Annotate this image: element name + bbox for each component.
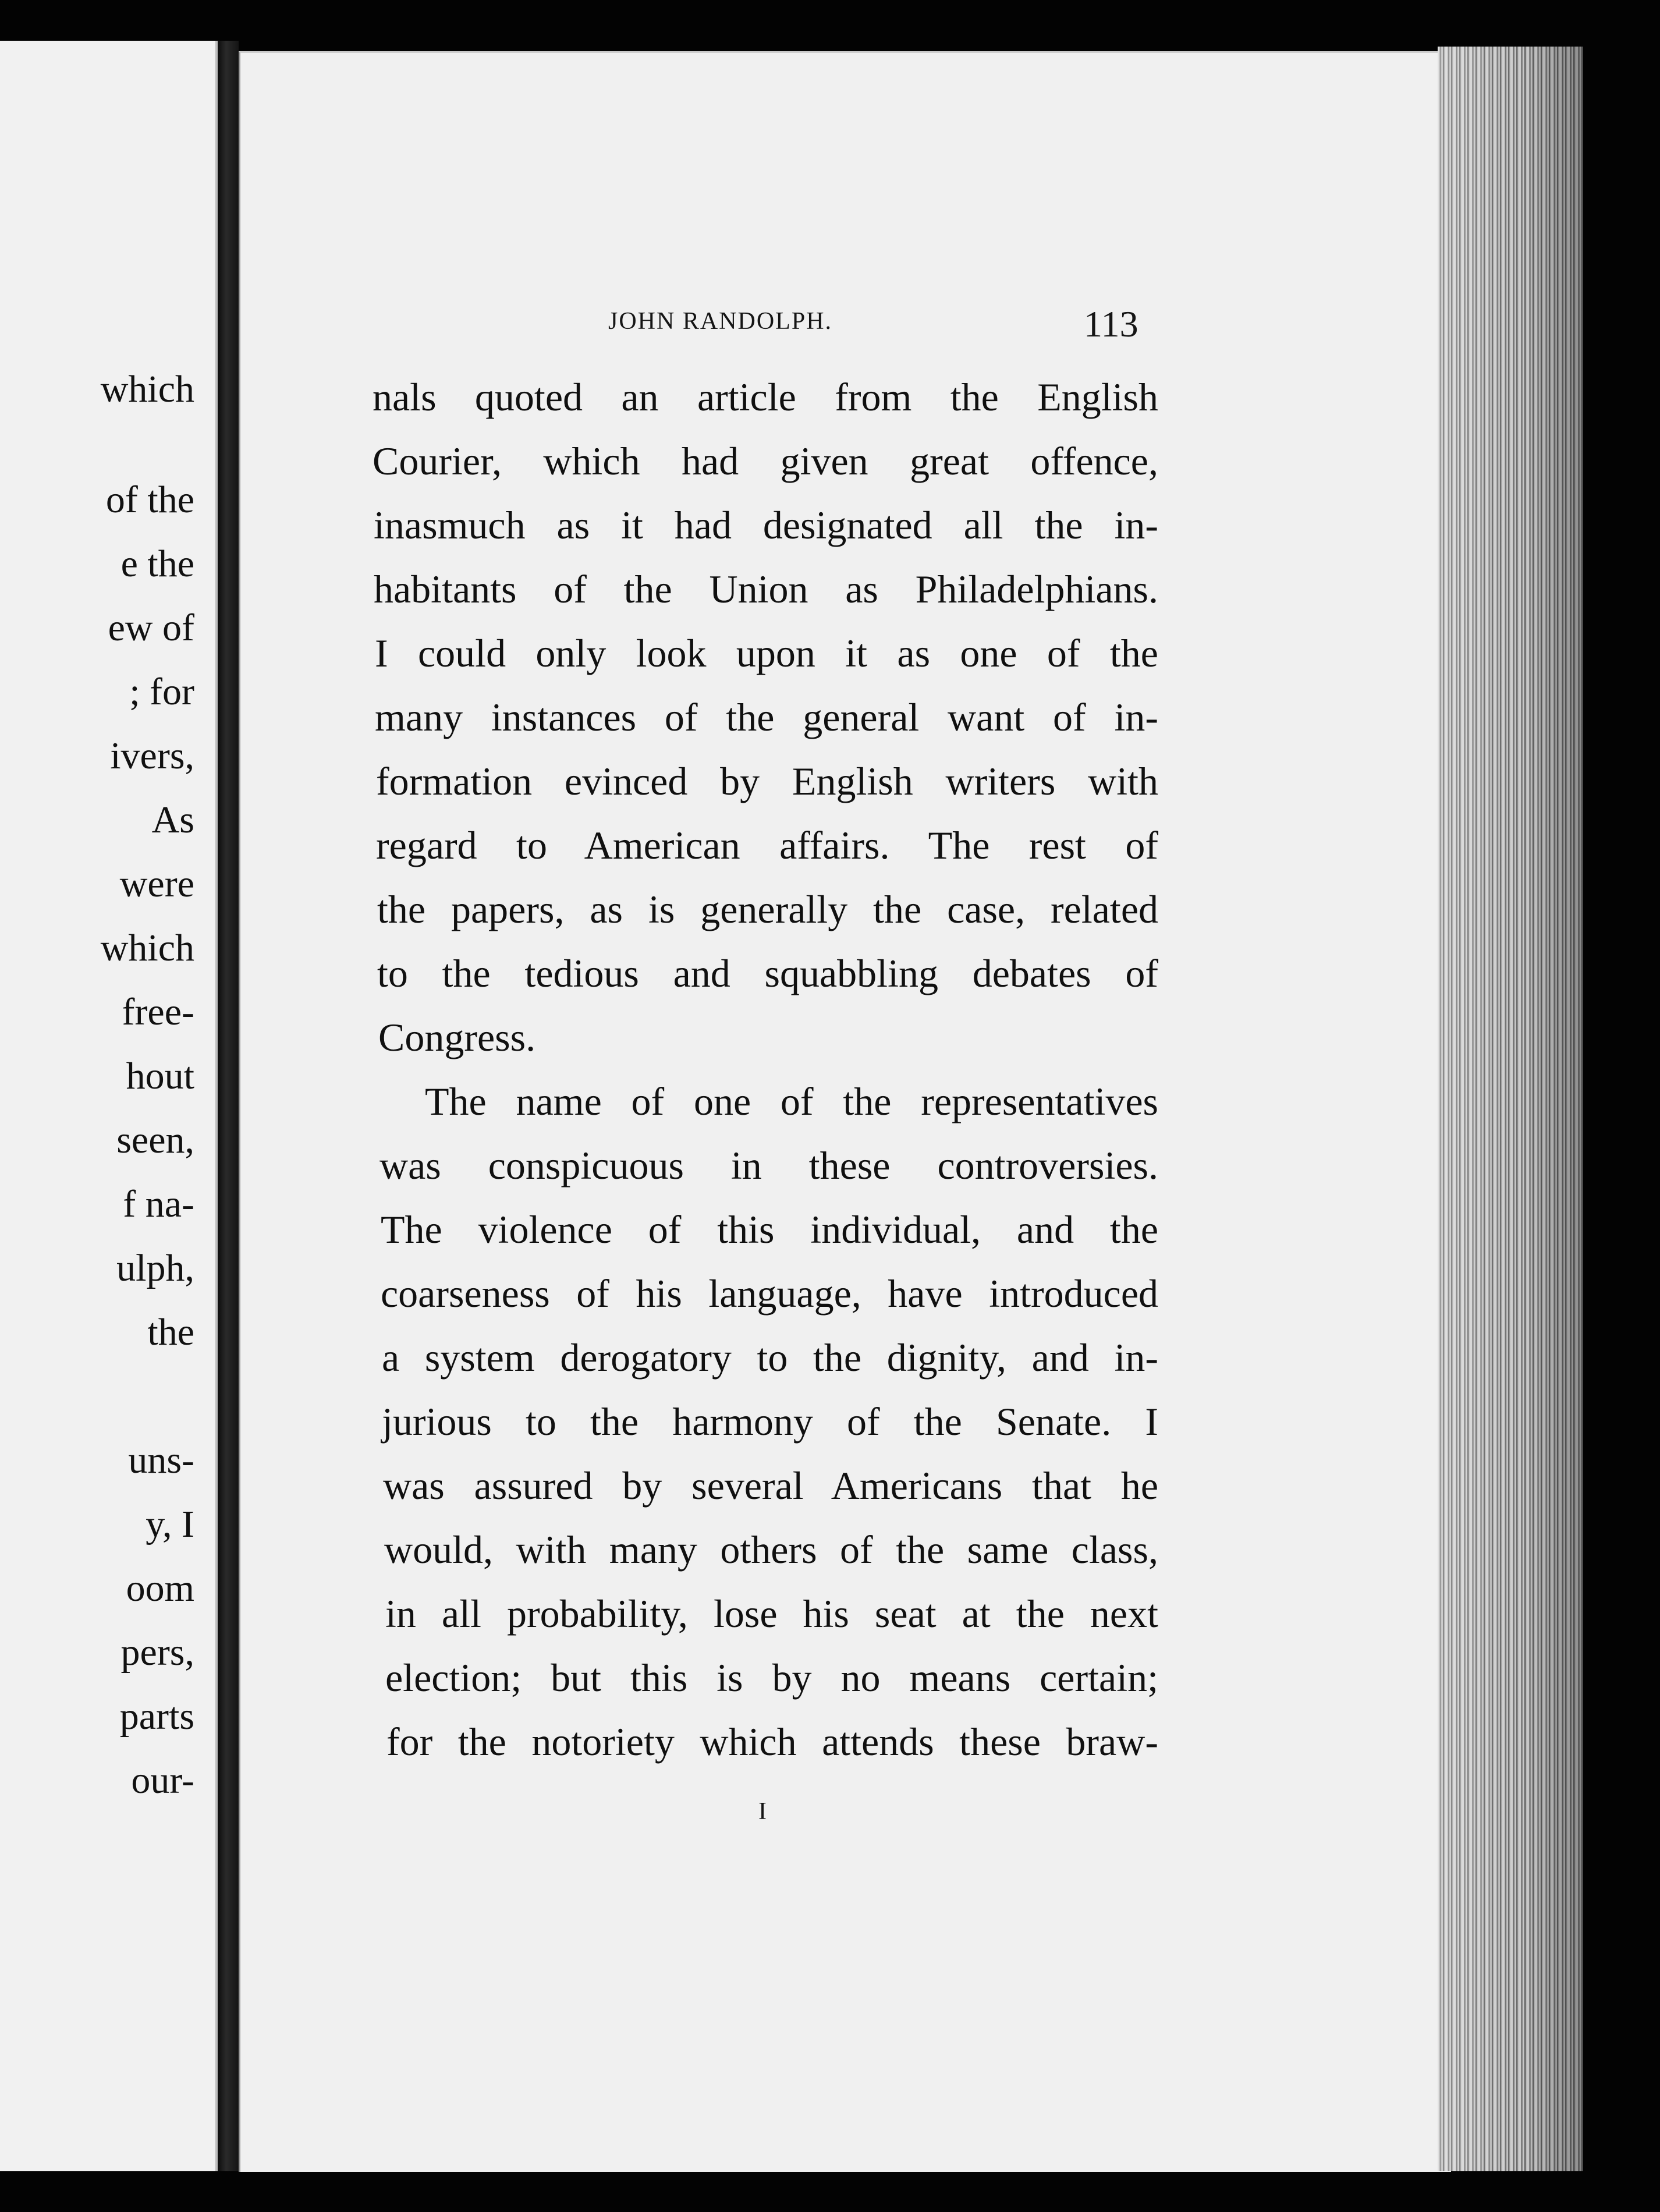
left-page-line: the — [147, 1311, 194, 1353]
left-page-line: seen, — [116, 1119, 194, 1161]
left-page-line: ivers, — [110, 735, 194, 777]
left-page-line: oom — [126, 1567, 194, 1610]
left-page-line: e the — [120, 543, 194, 585]
body-line: in all probability, lose his seat at the next — [385, 1591, 1158, 1636]
left-page-line: pers, — [120, 1631, 194, 1674]
left-page-line: y, I — [146, 1503, 194, 1545]
signature-mark: I — [758, 1798, 767, 1825]
left-page-line: hout — [126, 1055, 194, 1097]
body-line: coarseness of his language, have introduced — [381, 1271, 1158, 1316]
body-line: for the notoriety which attends these braw- — [386, 1720, 1158, 1764]
left-page-line: As — [151, 799, 194, 841]
body-line: The name of one of the representatives — [425, 1079, 1158, 1123]
body-line: nals quoted an article from the English — [373, 375, 1158, 419]
left-page-line: our- — [131, 1759, 194, 1802]
left-page-line: parts — [119, 1695, 194, 1738]
body-line: was conspicuous in these controversies. — [379, 1143, 1158, 1187]
left-page-line: free- — [122, 991, 194, 1033]
running-head: JOHN RANDOLPH. — [608, 308, 833, 335]
body-line: formation evinced by English writers with — [376, 759, 1158, 803]
left-page-line: ; for — [129, 671, 194, 713]
body-line: The violence of this individual, and the — [381, 1207, 1158, 1252]
body-line: was assured by several Americans that he — [383, 1463, 1158, 1508]
body-line: I could only look upon it as one of the — [375, 631, 1158, 675]
body-line: to the tedious and squabbling debates of — [377, 951, 1158, 995]
body-line: regard to American affairs. The rest of — [376, 823, 1158, 867]
body-line: the papers, as is generally the case, related — [377, 887, 1158, 931]
left-page-line: of the — [105, 478, 194, 521]
left-page-line: f na- — [123, 1183, 194, 1225]
left-page-line: ulph, — [116, 1247, 194, 1289]
body-line: a system derogatory to the dignity, and in- — [382, 1335, 1158, 1380]
body-line: would, with many others of the same class, — [384, 1527, 1158, 1572]
left-page-line: were — [119, 863, 194, 905]
page-number: 113 — [1084, 303, 1138, 345]
left-page-line: uns- — [128, 1439, 194, 1481]
left-page-line: which — [100, 368, 194, 410]
book-gutter — [218, 41, 239, 2171]
body-line: habitants of the Union as Philadelphians. — [374, 567, 1158, 611]
body-line: election; but this is by no means certain; — [385, 1656, 1158, 1700]
body-line: Courier, which had given great offence, — [373, 439, 1158, 483]
body-line: jurious to the harmony of the Senate. I — [382, 1399, 1158, 1444]
page-edges — [1438, 47, 1583, 2171]
body-line: inasmuch as it had designated all the in- — [374, 503, 1158, 547]
body-line: Congress. — [378, 1015, 536, 1059]
left-page-line: which — [100, 927, 194, 969]
body-line: many instances of the general want of in- — [375, 695, 1158, 739]
left-page-line: ew of — [108, 607, 194, 649]
left-page — [0, 41, 218, 2171]
